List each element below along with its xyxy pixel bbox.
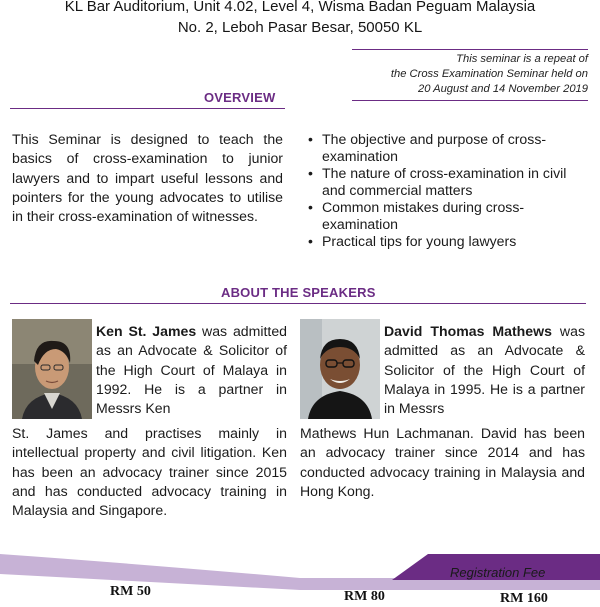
repeat-note-line1: This seminar is a repeat of: [456, 53, 588, 65]
speakers-rule: [10, 303, 586, 304]
david-bio-second-part: Mathews Hun Lachmanan. David has been an advocacy trainer since 2014 and has conducted advocacy training in Malaysia and Hong Kong.: [300, 425, 585, 499]
price-public: RM 160: [500, 591, 548, 606]
overview-heading: OVERVIEW: [204, 90, 276, 105]
ken-name: Ken St. James: [96, 323, 197, 339]
repeat-note: [352, 49, 588, 101]
venue-address-line2: No. 2, Leboh Pasar Besar, 50050 KL: [177, 19, 423, 36]
overview-paragraph: This Seminar is designed to teach the basics of cross-examination to junior lawyers and to impart useful lessons and pointers for the young advocates to utilise in their cross-examination of witnesses.: [12, 131, 283, 225]
repeat-note-line3: 20 August and 14 November 2019: [417, 83, 588, 95]
ken-bio-intro: [96, 322, 287, 418]
ken-bio-second-part: St. James and practises mainly in intellectual property and civil litigation. Ken has been an advocacy trainer since 2015 and has conducted advocacy training in Malaysia and Singapore.: [12, 425, 287, 519]
ken-bio-first-part: was admitted as an Advocate & Solicitor of the High Court of Malaya in 1992. He is a partner in Messrs Ken: [96, 323, 287, 417]
overview-bullet-list: [308, 131, 593, 250]
price-non-member: RM 80: [344, 589, 385, 604]
registration-fee-label: Registration Fee: [450, 565, 546, 580]
overview-bullet: • Practical tips for young lawyers: [308, 233, 593, 250]
repeat-note-bottom-rule: [352, 100, 588, 101]
ken-st-james-photo: [12, 319, 92, 419]
david-name: David Thomas Mathews: [384, 323, 552, 339]
overview-bullet: • The nature of cross-examination in civil and commercial matters: [308, 165, 593, 199]
speakers-heading: ABOUT THE SPEAKERS: [221, 285, 376, 300]
overview-bullet: • Common mistakes during cross-examination: [308, 199, 593, 233]
overview-bullet: • The objective and purpose of cross-examination: [308, 131, 593, 165]
price-member: RM 50: [110, 584, 151, 599]
overview-rule: [10, 108, 285, 109]
david-bio-first-part: was admitted as an Advocate & Solicitor of the High Court of Malaya in 1995. He is a partner in Messrs: [384, 323, 585, 417]
david-bio-continued: [300, 424, 585, 501]
david-thomas-mathews-photo: [300, 319, 380, 419]
ken-bio-continued: [12, 424, 287, 520]
repeat-note-line2: the Cross Examination Seminar held on: [390, 68, 588, 80]
venue-address-line1: KL Bar Auditorium, Unit 4.02, Level 4, Wisma Badan Peguam Malaysia: [64, 0, 536, 15]
david-bio-intro: [384, 322, 585, 418]
